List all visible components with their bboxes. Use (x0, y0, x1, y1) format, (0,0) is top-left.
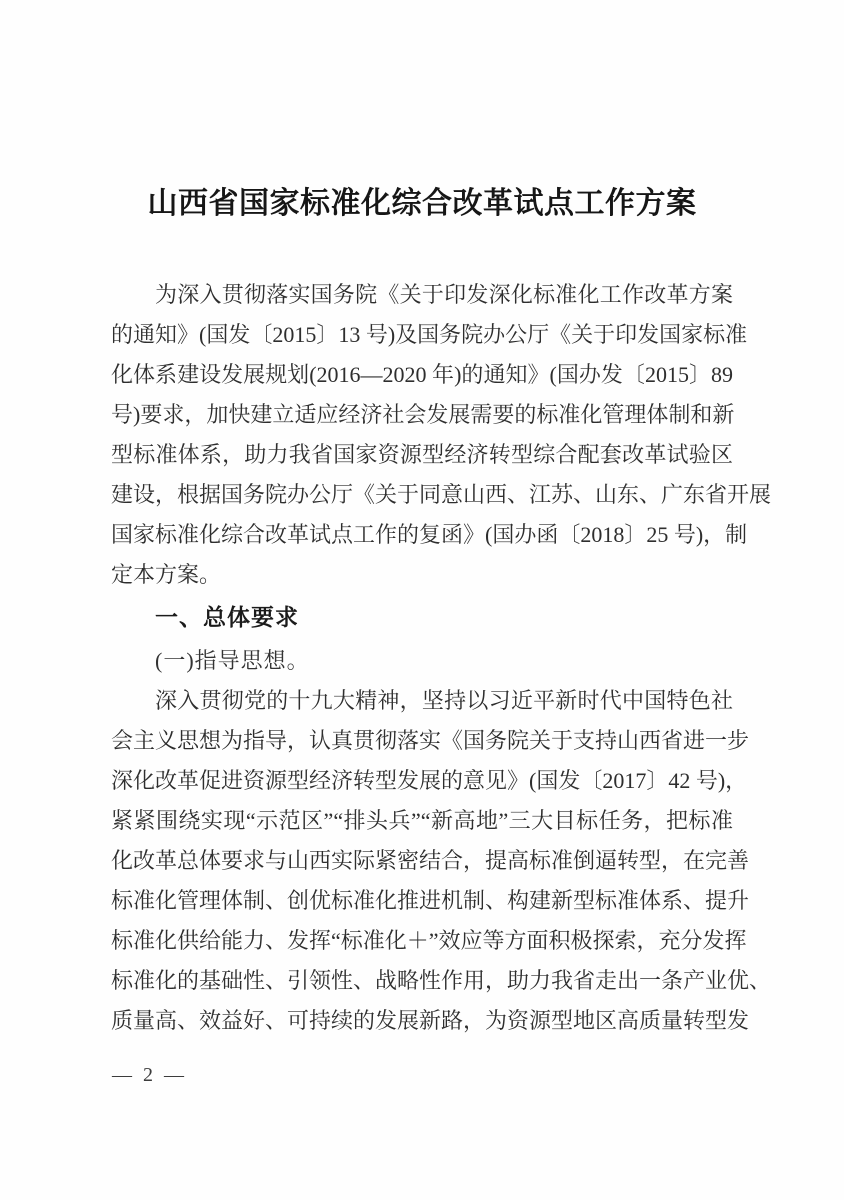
section-heading: 一、总体要求 (155, 604, 299, 630)
body-line: 建设，根据国务院办公厅《关于同意山西、江苏、山东、广东省开展 (111, 482, 772, 507)
body-line: 标准化的基础性、引领性、战略性作用，助力我省走出一条产业优、 (111, 968, 772, 993)
body-line: 会主义思想为指导，认真贯彻落实《国务院关于支持山西省进一步 (111, 728, 750, 753)
body-line: 的通知》(国发〔2015〕13 号)及国务院办公厅《关于印发国家标准 (111, 322, 748, 347)
body-line: 深入贯彻党的十九大精神，坚持以习近平新时代中国特色社 (155, 688, 733, 713)
body-line: 国家标准化综合改革试点工作的复函》(国办函〔2018〕25 号)，制 (111, 522, 748, 547)
body-line: 标准化供给能力、发挥“标准化＋”效应等方面积极探索，充分发挥 (111, 928, 747, 953)
body-line: 型标准体系，助力我省国家资源型经济转型综合配套改革试验区 (111, 442, 733, 467)
body-line: 紧紧围绕实现“示范区”“排头兵”“新高地”三大目标任务，把标准 (111, 808, 733, 833)
document-title: 山西省国家标准化综合改革试点工作方案 (147, 187, 697, 220)
body-line: 质量高、效益好、可持续的发展新路，为资源型地区高质量转型发 (111, 1008, 750, 1033)
subsection-heading: (一)指导思想。 (155, 648, 310, 673)
body-line: 号)要求，加快建立适应经济社会发展需要的标准化管理体制和新 (111, 402, 735, 427)
body-line: 深化改革促进资源型经济转型发展的意见》(国发〔2017〕42 号)， (111, 768, 748, 793)
body-line: 为深入贯彻落实国务院《关于印发深化标准化工作改革方案 (155, 282, 733, 307)
body-line: 标准化管理体制、创优标准化推进机制、构建新型标准体系、提升 (111, 888, 750, 913)
document-body (111, 275, 772, 1041)
page-number: — 2 — (112, 1064, 187, 1086)
body-line: 化改革总体要求与山西实际紧密结合，提高标准倒逼转型，在完善 (111, 848, 750, 873)
body-line: 定本方案。 (111, 562, 222, 587)
body-line: 化体系建设发展规划(2016—2020 年)的通知》(国办发〔2015〕89 (111, 362, 733, 387)
